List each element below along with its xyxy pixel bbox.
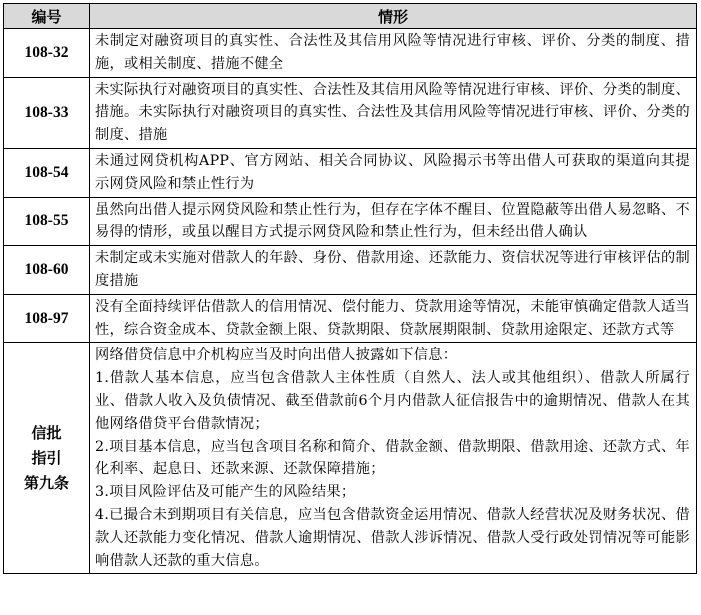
- table-row: [4, 148, 697, 197]
- row-code: 108-60: [4, 246, 90, 295]
- row-text: 未通过网贷机构APP、官方网站、相关合同协议、风险揭示书等出借人可获取的渠道向其提示网贷风险和禁止性行为: [90, 148, 697, 197]
- table-row: [4, 294, 697, 343]
- row-code: 108-33: [4, 77, 90, 148]
- guideline-code: [4, 343, 90, 574]
- table-row: [4, 246, 697, 295]
- guideline-code-line: 信批: [31, 423, 62, 442]
- guideline-item: 4.已撮合未到期项目有关信息，应当包含借款资金运用情况、借款人经营状况及财务状况、借款人还款能力变化情况、借款人逾期情况、借款人涉诉情况、借款人受行政处罚情况等可能影响借款人还款的重大信息。: [95, 506, 690, 569]
- header-code: 编号: [4, 4, 90, 29]
- row-code: 108-32: [4, 29, 90, 78]
- guideline-code-line: 第九条: [23, 473, 69, 492]
- guideline-code-line: 指引: [31, 448, 62, 467]
- row-code: 108-54: [4, 148, 90, 197]
- row-text: 未实际执行对融资项目的真实性、合法性及其信用风险等情况进行审核、评价、分类的制度、措施。未实际执行对融资项目的真实性、合法性及其信用风险等情况进行审核、评价、分类的制度、措施: [90, 77, 697, 148]
- row-code: 108-97: [4, 294, 90, 343]
- guideline-intro: 网络借贷信息中介机构应当及时向出借人披露如下信息：: [95, 347, 458, 364]
- row-text: 虽然向出借人提示网贷风险和禁止性行为，但存在字体不醒目、位置隐蔽等出借人易忽略、不易得的情形，或虽以醒目方式提示网贷风险和禁止性行为，但未经出借人确认: [90, 197, 697, 246]
- guideline-item: 3.项目风险评估及可能产生的风险结果；: [95, 484, 356, 501]
- table-row: [4, 29, 697, 78]
- guideline-text: [90, 343, 697, 574]
- row-text: 没有全面持续评估借款人的信用情况、偿付能力、贷款用途等情况，未能审慎确定借款人适当性，综合资金成本、贷款金额上限、贷款期限、贷款展期限制、贷款用途限定、还款方式等: [90, 294, 697, 343]
- header-situation: 情形: [90, 4, 697, 29]
- table-row: [4, 197, 697, 246]
- row-text: 未制定对融资项目的真实性、合法性及其信用风险等情况进行审核、评价、分类的制度、措施，或相关制度、措施不健全: [90, 29, 697, 78]
- table-row: [4, 77, 697, 148]
- table-row-guideline: [4, 343, 697, 574]
- row-code: 108-55: [4, 197, 90, 246]
- table-header-row: [4, 4, 697, 29]
- guideline-item: 2.项目基本信息，应当包含项目名称和简介、借款金额、借款期限、借款用途、还款方式、年化利率、起息日、还款来源、还款保障措施；: [95, 438, 690, 478]
- disclosure-table: [3, 3, 697, 574]
- guideline-item: 1.借款人基本信息，应当包含借款人主体性质（自然人、法人或其他组织）、借款人所属行业、借款人收入及负债情况、截至借款前6个月内借款人征信报告中的逾期情况、借款人在其他网络借贷平台借款情况；: [95, 370, 690, 432]
- row-text: 未制定或未实施对借款人的年龄、身份、借款用途、还款能力、资信状况等进行审核评估的制度措施: [90, 246, 697, 295]
